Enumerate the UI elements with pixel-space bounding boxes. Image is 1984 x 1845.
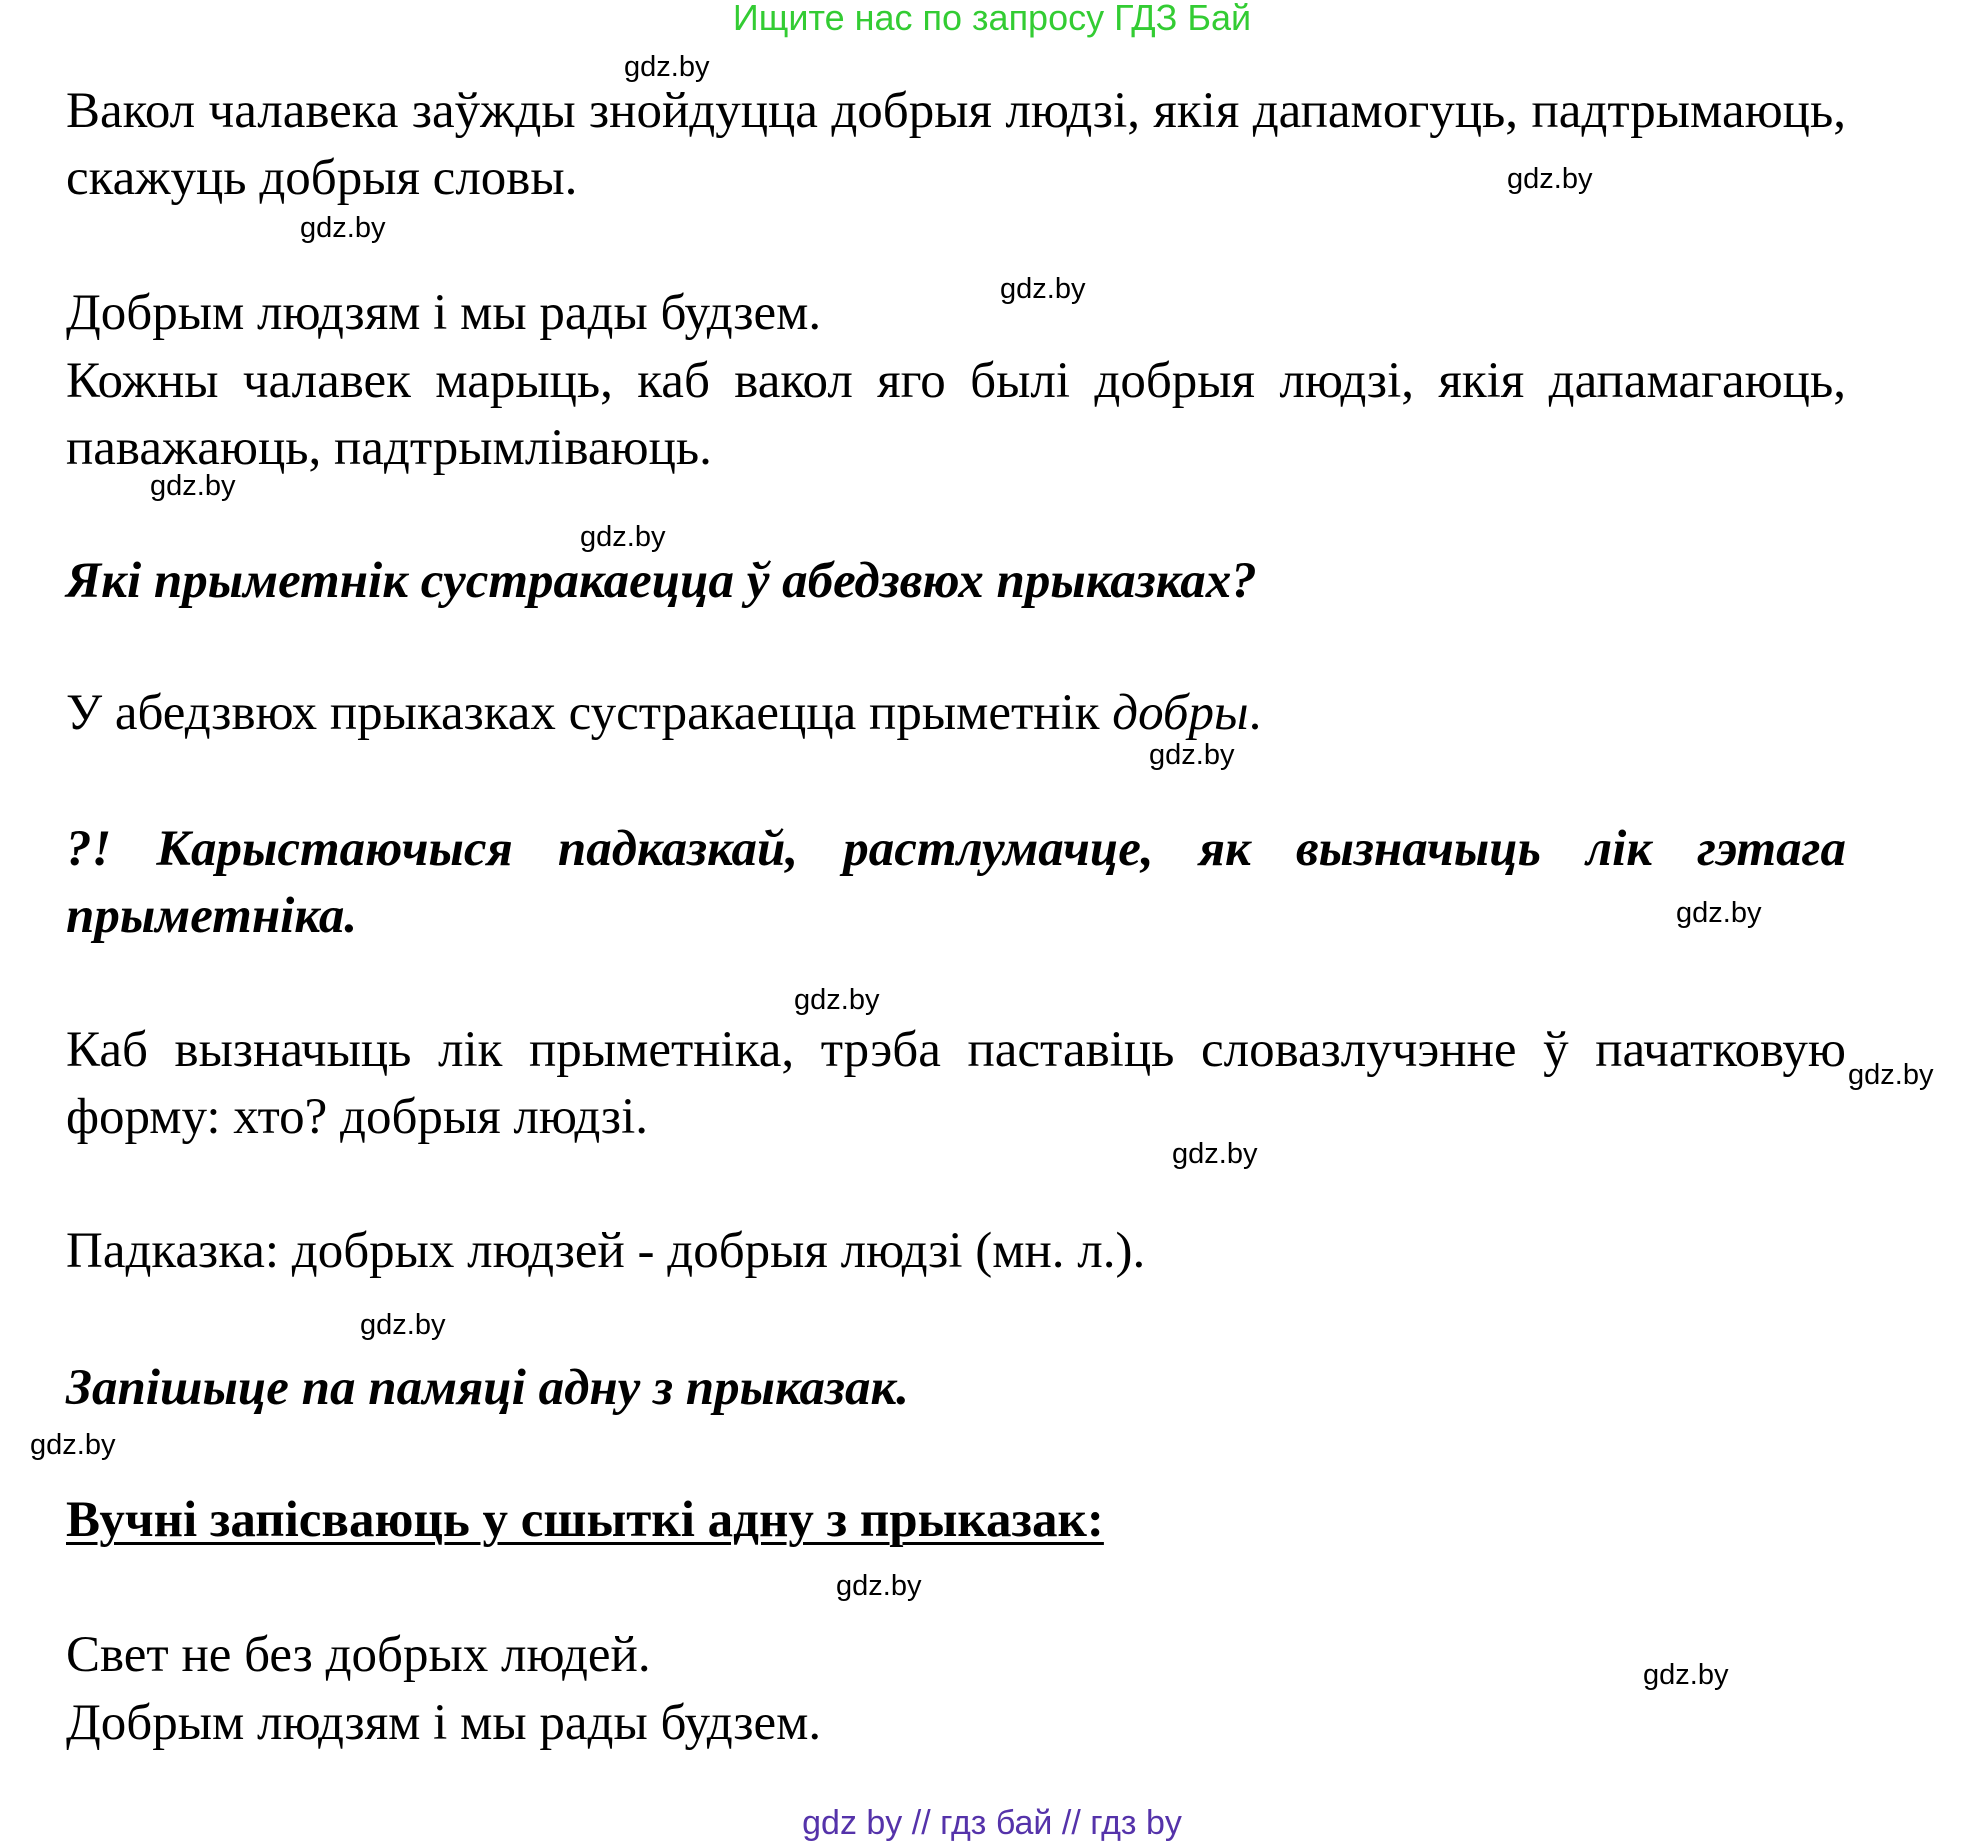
watermark: gdz.by	[1172, 1138, 1258, 1170]
watermark: gdz.by	[1848, 1059, 1934, 1091]
watermark: gdz.by	[1149, 739, 1235, 771]
watermark: gdz.by	[360, 1309, 446, 1341]
watermark: gdz.by	[580, 521, 666, 553]
question-2: ?! Карыстаючыся падказкай, растлумачце, як вызначыць лік гэтага прыметніка.	[66, 821, 1846, 944]
watermark: gdz.by	[1676, 897, 1762, 929]
answer-2: Каб вызначыць лік прыметніка, трэба паставіць словазлучэнне ў пачатковую форму: хто? добрыя людзі.	[66, 1022, 1846, 1145]
watermark: gdz.by	[794, 984, 880, 1016]
paragraph-1: Вакол чалавека заўжды знойдуцца добрыя людзі, якія дапамогуць, падтрымаюць, скажуць добрыя словы.	[66, 83, 1846, 206]
watermark: gdz.by	[30, 1429, 116, 1461]
watermark: gdz.by	[624, 51, 710, 83]
paragraph-2-line-2: Кожны чалавек марыць, каб вакол яго былі добрыя людзі, якія дапамагаюць, паважаюць, падтрымліваюць.	[66, 353, 1846, 476]
answer-1	[66, 680, 1846, 747]
section-heading: Вучні запісваюць у сшыткі адну з прыказак:	[66, 1492, 1104, 1548]
watermark: gdz.by	[150, 470, 236, 502]
watermark: gdz.by	[1000, 273, 1086, 305]
watermark: gdz.by	[836, 1570, 922, 1602]
watermark: gdz.by	[1643, 1659, 1729, 1691]
question-3: Запішыце па памяці адну з прыказак.	[66, 1360, 910, 1416]
hint: Падказка: добрых людзей - добрыя людзі (мн. л.).	[66, 1223, 1146, 1279]
proverb-1: Свет не без добрых людей.	[66, 1627, 651, 1683]
header-search-link[interactable]: Ищите нас по запросу ГДЗ Бай	[732, 0, 1252, 38]
paragraph-2-line-1: Добрым людзям і мы рады будзем.	[66, 285, 822, 341]
watermark: gdz.by	[300, 212, 386, 244]
footer-link[interactable]: gdz by // гдз бай // гдз by	[802, 1804, 1182, 1842]
proverb-2: Добрым людзям і мы рады будзем.	[66, 1695, 822, 1751]
watermark: gdz.by	[1507, 163, 1593, 195]
answer-1-adjective: добры	[1112, 685, 1249, 741]
answer-1-period: .	[1248, 685, 1262, 741]
answer-1-text: У абедзвюх прыказках сустракаецца прыметнік	[66, 685, 1113, 741]
question-1: Які прыметнік сустракаецца ў абедзвюх прыказках?	[66, 553, 1257, 609]
